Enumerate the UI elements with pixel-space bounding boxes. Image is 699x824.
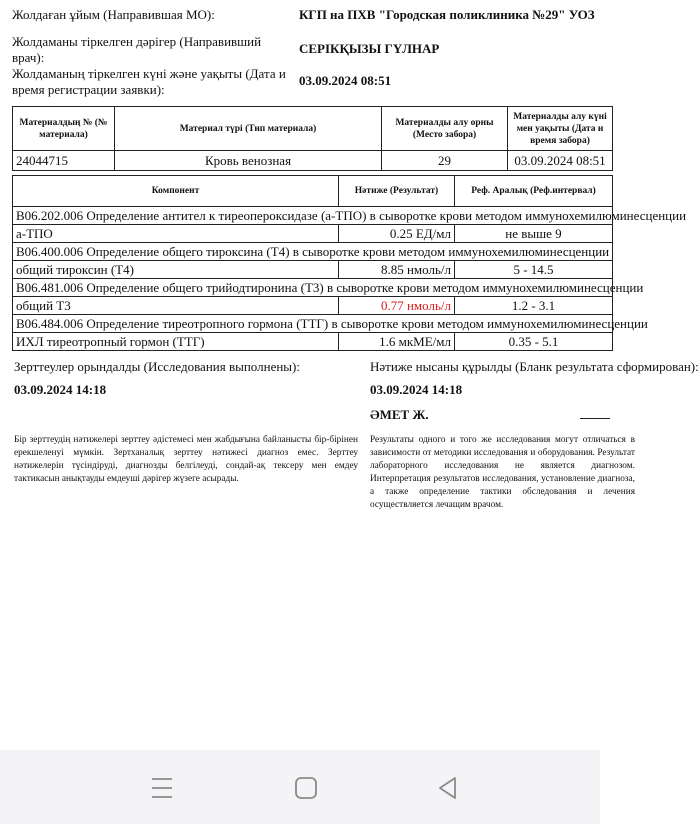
signature-line (580, 418, 610, 419)
studies-done-value: 03.09.2024 14:18 (14, 382, 107, 397)
material-date: 03.09.2024 08:51 (508, 151, 613, 171)
studies-done-label: Зерттеулер орындалды (Исследования выполнены): (14, 359, 300, 374)
referral-mo-label: Жолдаған ұйым (Направившая МО): (12, 7, 215, 22)
doctor-value: СЕРІКҚЫЗЫ ГҮЛНАР (299, 41, 440, 56)
material-type: Кровь венозная (115, 151, 382, 171)
test-section-title: B06.481.006 Определение общего трийодтиронина (Т3) в сыворотке крови методом иммунохемилюминесценции (13, 279, 613, 297)
ref-interval-header: Реф. Аралық (Реф.интервал) (455, 176, 613, 207)
component-name: а-ТПО (13, 225, 339, 243)
disclaimer-ru: Результаты одного и того же исследования могут отличаться в зависимости от методики исследования и оборудования. Результат лабораторного исследования не является диагнозом. Интерпретация результатов исследования, установление диагноза, а также определение тактики обследования и лечения осуществляется лечащим врачом. (370, 435, 635, 510)
component-name: общий тироксин (Т4) (13, 261, 339, 279)
material-number-header: Материалдың № (№ материала) (13, 107, 115, 151)
result-value: 0.25 ЕД/мл (339, 225, 455, 243)
material-number: 24044715 (13, 151, 115, 171)
ref-interval: 0.35 - 5.1 (455, 333, 613, 351)
result-value-abnormal: 0.77 нмоль/л (339, 297, 455, 315)
material-table (12, 106, 613, 171)
table-row (13, 297, 613, 315)
test-section-title: B06.202.006 Определение антител к тиреопероксидазе (а-ТПО) в сыворотке крови методом иммунохемилюминесценции (13, 207, 613, 225)
reg-date-value: 03.09.2024 08:51 (299, 73, 392, 88)
reg-date-label: Жолдаманың тіркелген күні және уақыты (Дата и время регистрации заявки): (12, 66, 286, 97)
form-created-value: 03.09.2024 14:18 (370, 382, 463, 397)
material-date-header: Материалды алу күні мен уақыты (Дата и время забора) (508, 107, 613, 151)
ref-interval: не выше 9 (455, 225, 613, 243)
test-section-title: B06.484.006 Определение тиреотропного гормона (ТТГ) в сыворотке крови методом иммунохемилюминесценции (13, 315, 613, 333)
signer-name: ӘМЕТ Ж. (370, 407, 429, 422)
referral-mo-value: КГП на ПХВ "Городская поликлиника №29" УОЗ (299, 7, 595, 22)
result-value: 1.6 мкМЕ/мл (339, 333, 455, 351)
component-header: Компонент (13, 176, 339, 207)
test-section-title: B06.400.006 Определение общего тироксина (Т4) в сыворотке крови методом иммунохемилюминесценции (13, 243, 613, 261)
disclaimer-kz: Бір зерттеудің нәтижелері зерттеу әдістемесі мен жабдығына байланысты бір-бірінен ерекшеленуі мүмкін. Зертханалық зерттеу нәтижесі диагноз емес. Зерттеу нәтижелерін түсіндіруді, диагнозды белгілеуді, сондай-ақ тексеру мен емдеу тактикасын анықтауды емдеуші дәрігер жүзеге асырады. (14, 435, 358, 484)
result-value: 8.85 нмоль/л (339, 261, 455, 279)
table-row (13, 261, 613, 279)
material-place-header: Материалды алу орны (Место забора) (382, 107, 508, 151)
table-row (13, 333, 613, 351)
form-created-label: Нәтиже нысаны құрылды (Бланк результата сформирован): (370, 359, 699, 374)
doctor-label: Жолдаманы тіркелген дәрігер (Направивший врач): (12, 34, 262, 65)
table-row (13, 225, 613, 243)
home-square-icon[interactable] (292, 774, 320, 802)
component-name: ИХЛ тиреотропный гормон (ТТГ) (13, 333, 339, 351)
system-navigation-bar (0, 750, 600, 824)
result-header: Нәтиже (Результат) (339, 176, 455, 207)
component-name: общий Т3 (13, 297, 339, 315)
ref-interval: 1.2 - 3.1 (455, 297, 613, 315)
material-place: 29 (382, 151, 508, 171)
results-table (12, 175, 687, 351)
material-type-header: Материал түрі (Тип материала) (115, 107, 382, 151)
back-triangle-icon[interactable] (434, 774, 462, 802)
ref-interval: 5 - 14.5 (455, 261, 613, 279)
menu-lines-icon[interactable] (148, 774, 176, 802)
